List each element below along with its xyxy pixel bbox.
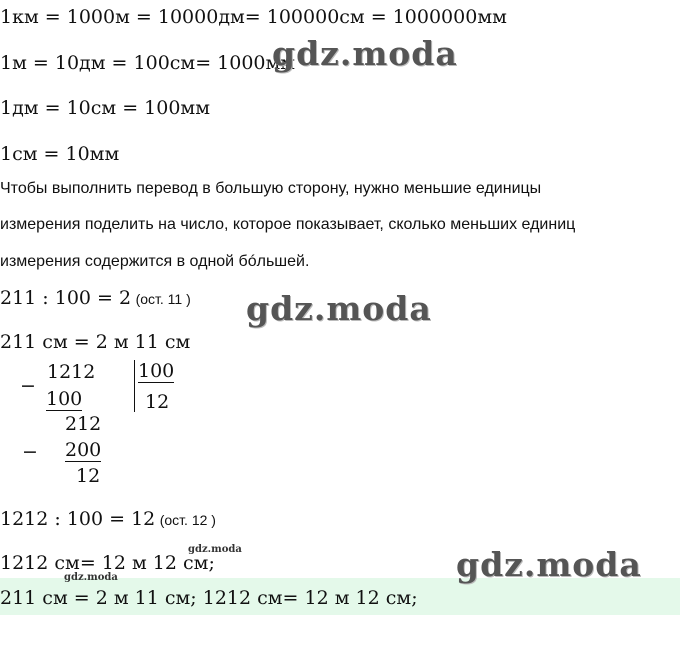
quotient: 12 <box>145 391 170 413</box>
partial-remainder: 212 <box>65 413 102 435</box>
conversion-m: 1м = 10дм = 100см= 1000мм <box>0 52 296 74</box>
calc-1212-remainder: (ост. 12 ) <box>159 512 216 528</box>
calc-211 <box>0 287 191 309</box>
calc-211-expr: 211 : 100 = 2 <box>0 287 132 309</box>
watermark-logo: gdz.moda <box>246 289 432 328</box>
division-bar <box>134 360 135 412</box>
rule-line-2: измерения поделить на число, которое показывает, сколько меньших единиц <box>0 216 576 233</box>
rule-line-3: измерения содержится в одной бóльшей. <box>0 253 310 270</box>
watermark-logo: gdz.moda <box>456 545 642 584</box>
watermark-small: gdz.moda <box>64 572 118 583</box>
calc-211-remainder: (ост. 11 ) <box>135 291 191 307</box>
conversion-cm: 1см = 10мм <box>0 143 120 165</box>
divisor-block <box>138 360 174 383</box>
calc-1212 <box>0 508 216 530</box>
final-answer: 211 см = 2 м 11 см; 1212 см= 12 м 12 см; <box>0 587 418 609</box>
subtrahend-2 <box>65 439 101 461</box>
minus-sign-2: − <box>22 441 38 463</box>
subtrahend-2-value: 200 <box>65 439 102 461</box>
watermark-small: gdz.moda <box>188 544 242 555</box>
conversion-dm: 1дм = 10см = 100мм <box>0 97 210 119</box>
final-remainder: 12 <box>76 465 101 487</box>
watermark-logo: gdz.moda <box>272 34 458 73</box>
result-211: 211 см = 2 м 11 см <box>0 331 191 353</box>
minus-sign-1: − <box>20 375 36 397</box>
dividend: 1212 <box>47 361 96 383</box>
subtrahend-1 <box>46 388 82 410</box>
conversion-km: 1км = 1000м = 10000дм= 100000см = 1000000мм <box>0 6 507 28</box>
rule-line-1: Чтобы выполнить перевод в большую сторону, нужно меньшие единицы <box>0 180 542 197</box>
divisor: 100 <box>138 360 175 382</box>
calc-1212-expr: 1212 : 100 = 12 <box>0 508 156 530</box>
result-1212: 1212 см= 12 м 12 см; <box>0 552 215 574</box>
subtrahend-1-value: 100 <box>46 388 83 410</box>
